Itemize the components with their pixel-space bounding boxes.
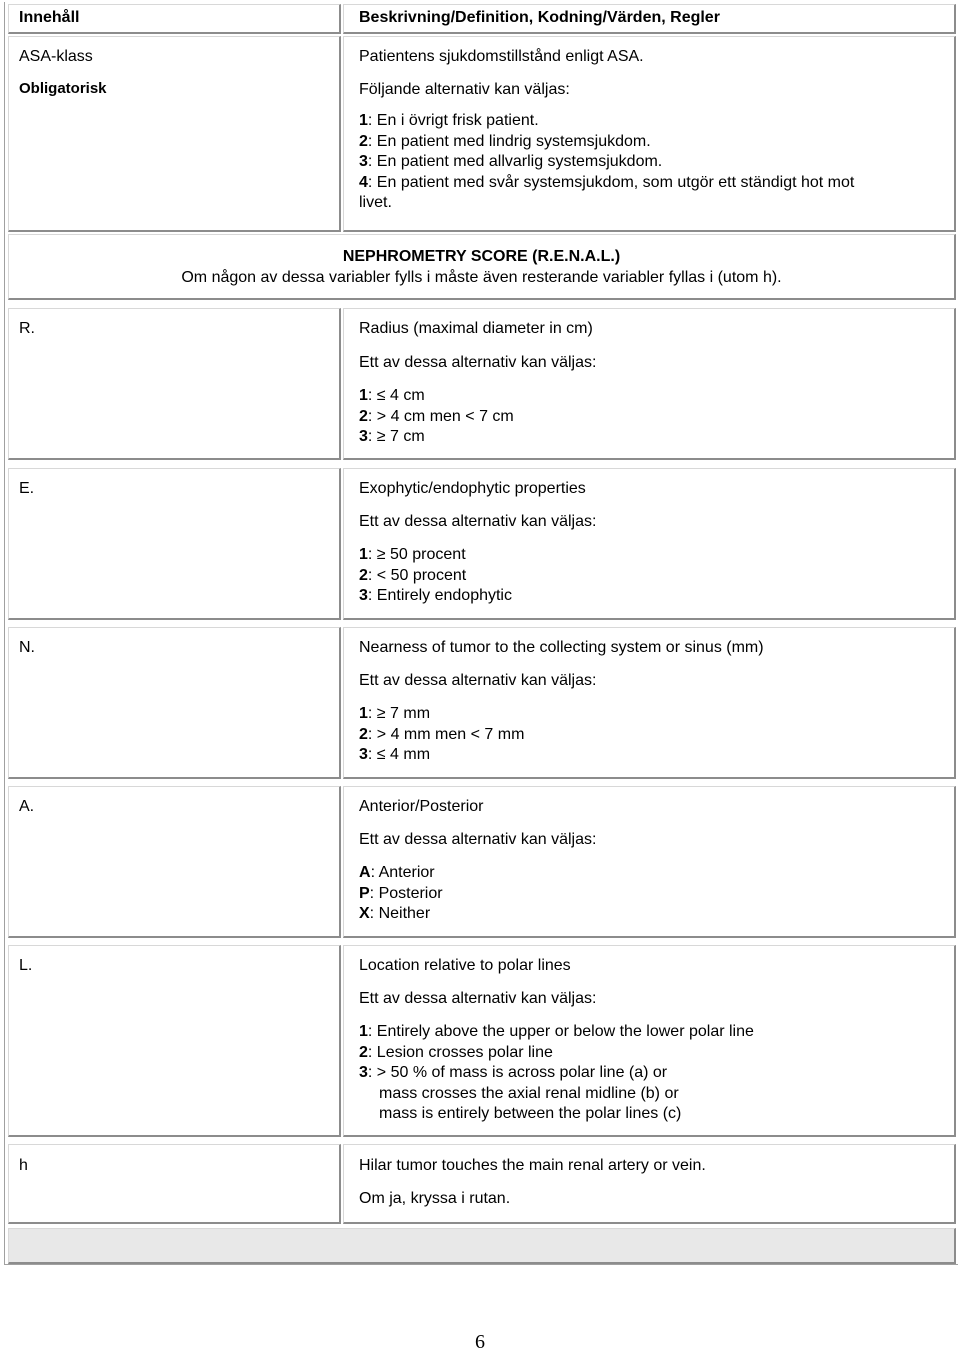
a-label: A.: [19, 798, 35, 815]
a-option: P: Posterior: [359, 884, 443, 902]
h-prompt: Om ja, kryssa i rutan.: [359, 1190, 511, 1207]
n-label-cell: [8, 627, 341, 779]
e-label-cell: [8, 468, 341, 620]
asa-option: 2: En patient med lindrig systemsjukdom.: [359, 132, 651, 150]
n-option: 3: ≤ 4 mm: [359, 746, 431, 763]
e-options: [359, 545, 512, 607]
n-title: Nearness of tumor to the collecting system or sinus (mm): [359, 639, 764, 656]
r-label-cell: [8, 308, 341, 460]
a-label-cell: [8, 786, 341, 938]
e-option: 1: ≥ 50 procent: [359, 546, 466, 563]
l-prompt: Ett av dessa alternativ kan väljas:: [359, 990, 597, 1007]
e-label: E.: [19, 480, 35, 497]
l-title: Location relative to polar lines: [359, 957, 571, 974]
header-description-label: Beskrivning/Definition, Kodning/Värden, Regler: [359, 9, 720, 26]
e-title: Exophytic/endophytic properties: [359, 480, 586, 497]
r-label: R.: [19, 320, 35, 337]
asa-options: [359, 111, 854, 214]
r-option: 2: > 4 cm men < 7 cm: [359, 407, 514, 425]
r-options: [359, 386, 514, 448]
nephrometry-title: NEPHROMETRY SCORE (R.E.N.A.L.): [342, 248, 621, 265]
l-label: L.: [19, 957, 33, 974]
r-title: Radius (maximal diameter in cm): [359, 320, 593, 337]
n-option: 2: > 4 mm men < 7 mm: [359, 725, 525, 743]
r-option: 1: ≤ 4 cm: [359, 387, 425, 404]
e-option: 2: < 50 procent: [359, 566, 467, 584]
a-option: X: Neither: [359, 905, 431, 922]
asa-option: 4: En patient med svår systemsjukdom, som utgör ett ständigt hot mot: [359, 173, 855, 191]
asa-description: Patientens sjukdomstillstånd enligt ASA.: [359, 48, 644, 65]
r-option: 3: ≥ 7 cm: [359, 428, 425, 445]
nephrometry-cell: [8, 234, 956, 300]
header-content-label: Innehåll: [19, 9, 80, 26]
a-option: A: Anterior: [359, 864, 435, 881]
n-label: N.: [19, 639, 35, 656]
e-prompt: Ett av dessa alternativ kan väljas:: [359, 513, 597, 530]
asa-option: 3: En patient med allvarlig systemsjukdom.: [359, 153, 663, 170]
nephrometry-note: Om någon av dessa variabler fylls i måste även resterande variabler fyllas i (utom h).: [181, 269, 782, 286]
r-prompt: Ett av dessa alternativ kan väljas:: [359, 354, 597, 371]
a-options: [359, 863, 443, 925]
asa-prompt: Följande alternativ kan väljas:: [359, 81, 570, 98]
asa-label: ASA-klass: [19, 48, 93, 65]
l-option: 1: Entirely above the upper or below the lower polar line: [359, 1023, 754, 1040]
a-title: Anterior/Posterior: [359, 798, 484, 815]
h-label-cell: [8, 1144, 341, 1224]
n-prompt: Ett av dessa alternativ kan väljas:: [359, 672, 597, 689]
a-prompt: Ett av dessa alternativ kan väljas:: [359, 831, 597, 848]
page-number: 6: [475, 1331, 485, 1353]
l-option: 3: > 50 % of mass is across polar line (a) or: [359, 1064, 668, 1081]
l-option: 2: Lesion crosses polar line: [359, 1043, 553, 1061]
h-title: Hilar tumor touches the main renal artery or vein.: [359, 1157, 706, 1174]
asa-option: 1: En i övrigt frisk patient.: [359, 112, 539, 129]
h-label: h: [19, 1157, 28, 1174]
document-table: [4, 2, 958, 1265]
e-option: 3: Entirely endophytic: [359, 587, 512, 604]
asa-required-label: Obligatorisk: [19, 80, 107, 97]
n-option: 1: ≥ 7 mm: [359, 705, 431, 722]
l-option-continuation: mass crosses the axial renal midline (b) or: [379, 1084, 679, 1102]
asa-option-continuation: livet.: [359, 194, 392, 211]
table-footer-bar: [8, 1228, 956, 1264]
l-option-continuation: mass is entirely between the polar lines (c): [379, 1105, 682, 1122]
l-label-cell: [8, 945, 341, 1137]
n-options: [359, 704, 524, 766]
l-options: [359, 1022, 754, 1125]
